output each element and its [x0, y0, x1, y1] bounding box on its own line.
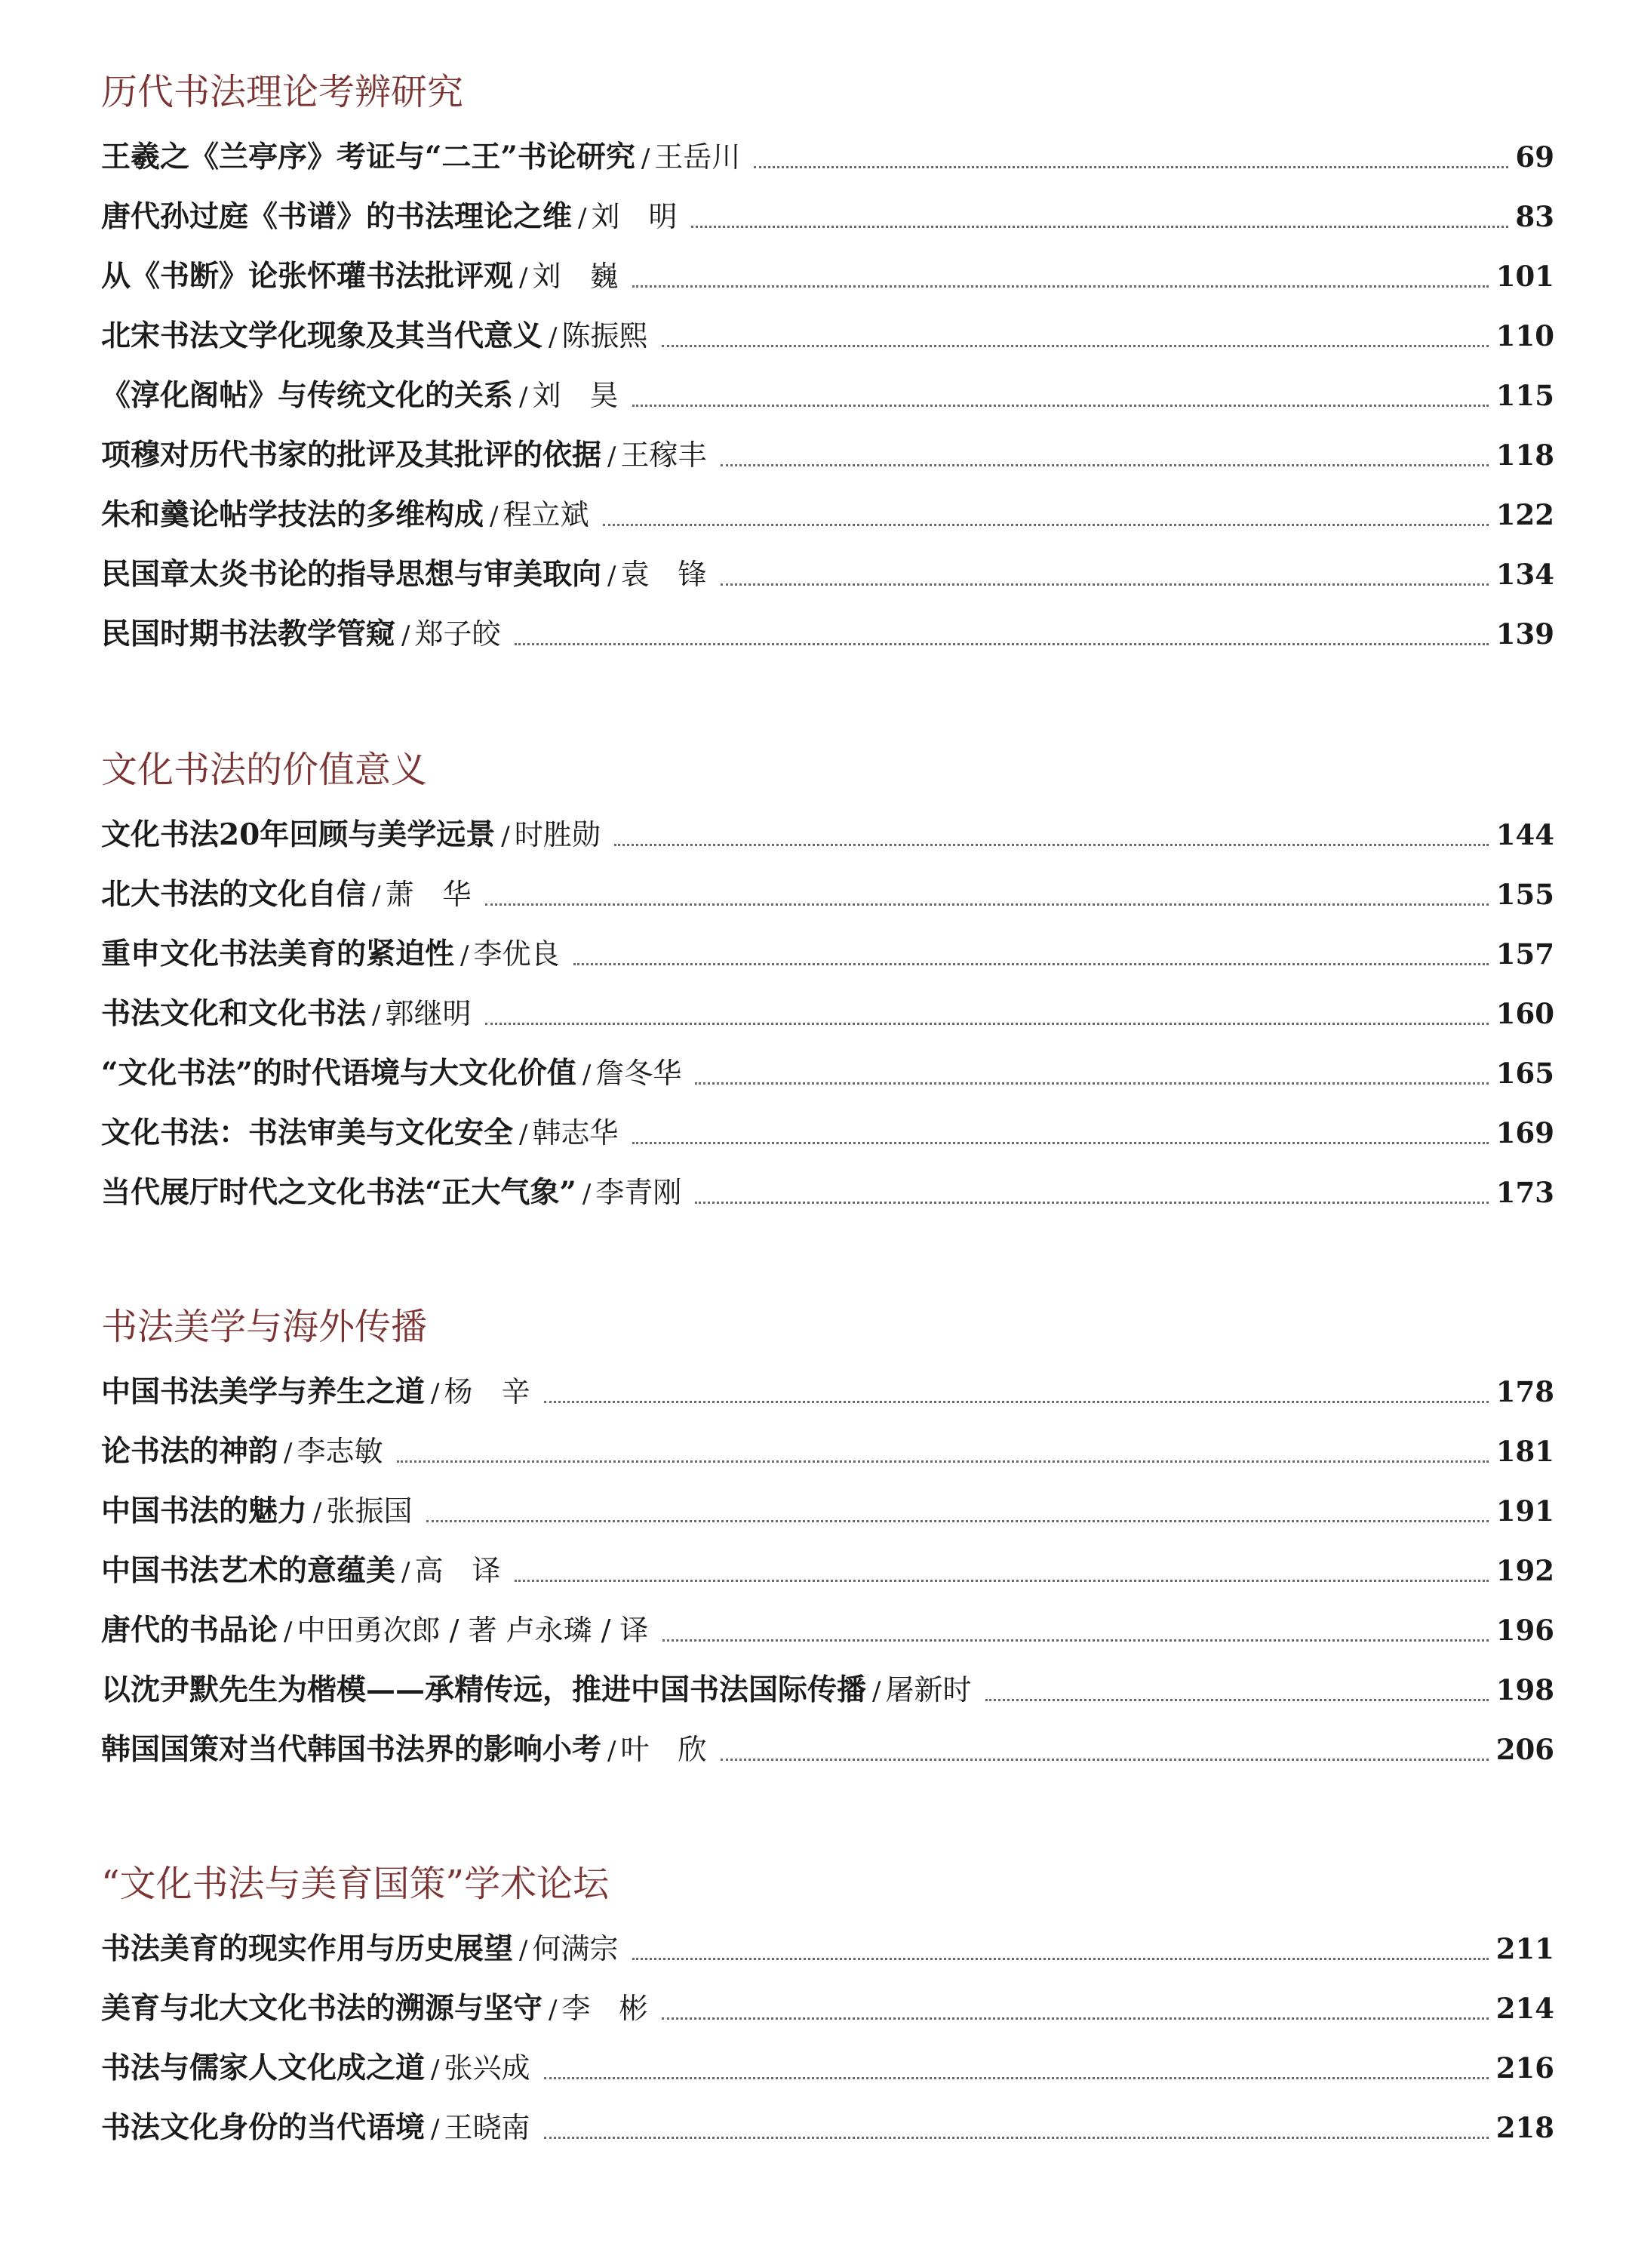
- author-separator: /: [490, 501, 499, 531]
- article-title: 从《书断》论张怀瓘书法批评观: [101, 259, 514, 294]
- article-title: 项穆对历代书家的批评及其批评的依据: [101, 438, 602, 472]
- toc-section: [101, 69, 1554, 671]
- author-separator: /: [641, 143, 650, 174]
- article-title: 重申文化书法美育的紧迫性: [101, 937, 455, 971]
- author-separator: /: [519, 263, 528, 293]
- dot-leader: [632, 405, 1489, 407]
- dot-leader: [485, 1023, 1489, 1025]
- page-number: 122: [1495, 498, 1554, 531]
- article-author: 李志敏: [297, 1435, 383, 1468]
- toc-entry[interactable]: [101, 1667, 1554, 1727]
- dot-leader: [662, 1639, 1489, 1642]
- article-title: 以沈尹默先生为楷模——承精传远，推进中国书法国际传播: [101, 1673, 867, 1707]
- toc-entry[interactable]: [101, 1429, 1554, 1488]
- dot-leader: [544, 2137, 1489, 2139]
- page-number: 165: [1495, 1057, 1554, 1090]
- article-title: “文化书法”的时代语境与大文化价值: [101, 1056, 576, 1091]
- toc-entry[interactable]: [101, 1926, 1554, 1986]
- page-number: 173: [1495, 1176, 1554, 1209]
- dot-leader: [515, 643, 1489, 645]
- article-title: 论书法的神韵: [101, 1434, 278, 1469]
- article-title: 书法美育的现实作用与历史展望: [101, 1931, 514, 1966]
- dot-leader: [721, 1759, 1489, 1761]
- article-author: 张兴成: [444, 2051, 530, 2085]
- article-title: 书法文化身份的当代语境: [101, 2110, 426, 2145]
- page-number: 214: [1495, 1992, 1554, 2025]
- dot-leader: [695, 1082, 1488, 1085]
- toc-entry[interactable]: [101, 1548, 1554, 1608]
- article-author: 高 译: [414, 1554, 501, 1587]
- toc-entry[interactable]: [101, 1051, 1554, 1110]
- article-author: 郭继明: [385, 997, 472, 1030]
- author-separator: /: [519, 1119, 528, 1149]
- article-title: 中国书法美学与养生之道: [101, 1374, 426, 1409]
- page-number: 69: [1515, 140, 1554, 174]
- author-separator: /: [284, 1617, 293, 1647]
- article-title: 《淳化阁帖》与传统文化的关系: [101, 378, 514, 413]
- page-number: 118: [1495, 439, 1554, 472]
- toc-entry[interactable]: [101, 313, 1554, 373]
- article-author: 王晓南: [444, 2111, 530, 2144]
- author-separator: /: [607, 1736, 616, 1766]
- toc-entry[interactable]: [101, 254, 1554, 313]
- author-separator: /: [313, 1497, 322, 1528]
- author-separator: /: [431, 2114, 440, 2144]
- toc-entry[interactable]: [101, 872, 1554, 931]
- page-number: 110: [1495, 319, 1554, 352]
- toc-entry[interactable]: [101, 931, 1554, 991]
- dot-leader: [754, 166, 1508, 168]
- section-title: “文化书法与美育国策”学术论坛: [101, 1863, 610, 1905]
- author-separator: /: [284, 1438, 293, 1468]
- author-separator: /: [519, 1935, 528, 1965]
- article-author: 韩志华: [532, 1116, 619, 1149]
- dot-leader: [603, 524, 1489, 526]
- article-title: 美育与北大文化书法的溯源与坚守: [101, 1991, 543, 2026]
- page-number: 139: [1495, 617, 1554, 651]
- article-author: 时胜勋: [514, 818, 601, 851]
- toc-entry[interactable]: [101, 432, 1554, 492]
- dot-leader: [614, 844, 1489, 846]
- article-author: 中田勇次郎 / 著 卢永璘 / 译: [297, 1614, 649, 1647]
- toc-entry[interactable]: [101, 991, 1554, 1051]
- toc-section: [101, 747, 1554, 1229]
- article-title: 唐代的书品论: [101, 1613, 278, 1648]
- page-number: 178: [1495, 1375, 1554, 1408]
- toc-entry[interactable]: [101, 134, 1554, 194]
- article-title: 当代展厅时代之文化书法“正大气象”: [101, 1175, 576, 1210]
- page-number: 181: [1495, 1435, 1554, 1468]
- article-title: 北宋书法文学化现象及其当代意义: [101, 319, 543, 353]
- article-author: 李青刚: [595, 1176, 682, 1209]
- author-separator: /: [582, 1179, 592, 1209]
- page-number: 196: [1495, 1614, 1554, 1647]
- article-author: 李 彬: [561, 1992, 648, 2025]
- article-author: 萧 华: [385, 878, 472, 911]
- author-separator: /: [607, 442, 616, 472]
- author-separator: /: [549, 322, 558, 352]
- article-author: 刘 昊: [532, 379, 619, 412]
- dot-leader: [632, 1142, 1489, 1144]
- article-title: 民国时期书法教学管窥: [101, 617, 396, 651]
- page-number: 206: [1495, 1733, 1554, 1766]
- page-number: 198: [1495, 1673, 1554, 1706]
- dot-leader: [544, 2077, 1489, 2079]
- article-title: 民国章太炎书论的指导思想与审美取向: [101, 557, 602, 592]
- article-title: 唐代孙过庭《书谱》的书法理论之维: [101, 199, 573, 234]
- article-author: 李优良: [473, 937, 560, 971]
- article-title: 朱和羹论帖学技法的多维构成: [101, 497, 484, 532]
- article-title: 王羲之《兰亭序》考证与“二王”书论研究: [101, 140, 635, 174]
- article-author: 杨 辛: [444, 1375, 530, 1408]
- author-separator: /: [372, 881, 381, 911]
- page-number: 157: [1495, 937, 1554, 971]
- author-separator: /: [431, 2054, 440, 2085]
- author-separator: /: [501, 821, 510, 851]
- dot-leader: [691, 226, 1508, 228]
- article-title: 中国书法艺术的意蕴美: [101, 1553, 396, 1588]
- dot-leader: [632, 285, 1489, 288]
- toc-entry[interactable]: [101, 1488, 1554, 1548]
- page-number: 83: [1515, 200, 1554, 233]
- page-number: 155: [1495, 878, 1554, 911]
- author-separator: /: [401, 1557, 410, 1587]
- toc-entry[interactable]: [101, 492, 1554, 552]
- article-author: 叶 欣: [620, 1733, 707, 1766]
- dot-leader: [632, 1958, 1489, 1960]
- article-title: 书法与儒家人文化成之道: [101, 2051, 426, 2085]
- toc-entry[interactable]: [101, 812, 1554, 872]
- toc-entry[interactable]: [101, 1608, 1554, 1667]
- page-number: 211: [1495, 1932, 1554, 1965]
- toc-entry[interactable]: [101, 1986, 1554, 2045]
- page-number: 192: [1495, 1554, 1554, 1587]
- toc-entry[interactable]: [101, 1170, 1554, 1229]
- author-separator: /: [401, 620, 410, 651]
- section-title: 书法美学与海外传播: [101, 1306, 428, 1348]
- author-separator: /: [372, 1000, 381, 1030]
- article-author: 何满宗: [532, 1932, 619, 1965]
- article-author: 郑子皎: [414, 617, 501, 651]
- toc-entry[interactable]: [101, 552, 1554, 611]
- dot-leader: [721, 583, 1489, 586]
- article-title: 文化书法：书法审美与文化安全: [101, 1116, 514, 1150]
- author-separator: /: [582, 1060, 592, 1090]
- dot-leader: [544, 1401, 1489, 1403]
- author-separator: /: [519, 382, 528, 412]
- page-number: 216: [1495, 2051, 1554, 2085]
- page-number: 160: [1495, 997, 1554, 1030]
- page-number: 144: [1495, 818, 1554, 851]
- article-author: 王岳川: [654, 140, 741, 174]
- article-title: 韩国国策对当代韩国书法界的影响小考: [101, 1732, 602, 1767]
- author-separator: /: [578, 203, 587, 233]
- article-author: 屠新时: [885, 1673, 972, 1706]
- dot-leader: [515, 1580, 1489, 1582]
- page-number: 134: [1495, 558, 1554, 591]
- page-number: 191: [1495, 1494, 1554, 1528]
- toc-section: [101, 1304, 1554, 1786]
- article-author: 张振国: [326, 1494, 413, 1528]
- article-title: 书法文化和文化书法: [101, 996, 367, 1031]
- article-author: 袁 锋: [620, 558, 707, 591]
- article-author: 刘 明: [591, 200, 678, 233]
- dot-leader: [985, 1699, 1489, 1701]
- toc-entry[interactable]: [101, 611, 1554, 671]
- toc-section: [101, 1861, 1554, 2165]
- article-author: 程立斌: [503, 498, 589, 531]
- dot-leader: [573, 963, 1489, 965]
- author-separator: /: [460, 940, 469, 971]
- section-title: 文化书法的价值意义: [101, 749, 428, 791]
- article-title: 文化书法20年回顾与美学远景: [101, 817, 496, 852]
- page-number: 115: [1495, 379, 1554, 412]
- toc-entry[interactable]: [101, 194, 1554, 254]
- page-number: 218: [1495, 2111, 1554, 2144]
- author-separator: /: [431, 1378, 440, 1408]
- toc-entry[interactable]: [101, 1369, 1554, 1429]
- section-title: 历代书法理论考辨研究: [101, 71, 464, 113]
- page-number: 169: [1495, 1116, 1554, 1149]
- dot-leader: [662, 2017, 1489, 2020]
- dot-leader: [695, 1202, 1488, 1204]
- dot-leader: [426, 1520, 1489, 1522]
- toc-entry[interactable]: [101, 2045, 1554, 2105]
- author-separator: /: [872, 1676, 881, 1706]
- toc-entry[interactable]: [101, 1727, 1554, 1786]
- article-author: 詹冬华: [595, 1057, 682, 1090]
- dot-leader: [397, 1460, 1489, 1463]
- author-separator: /: [549, 1995, 558, 2025]
- page-number: 101: [1495, 260, 1554, 293]
- dot-leader: [662, 345, 1489, 347]
- article-author: 王稼丰: [620, 439, 707, 472]
- dot-leader: [721, 464, 1489, 466]
- author-separator: /: [607, 561, 616, 591]
- article-title: 北大书法的文化自信: [101, 877, 367, 912]
- article-author: 陈振熙: [561, 319, 648, 352]
- dot-leader: [485, 903, 1489, 906]
- article-title: 中国书法的魅力: [101, 1494, 308, 1528]
- toc-entry[interactable]: [101, 2105, 1554, 2165]
- toc-entry[interactable]: [101, 1110, 1554, 1170]
- toc-entry[interactable]: [101, 373, 1554, 432]
- article-author: 刘 巍: [532, 260, 619, 293]
